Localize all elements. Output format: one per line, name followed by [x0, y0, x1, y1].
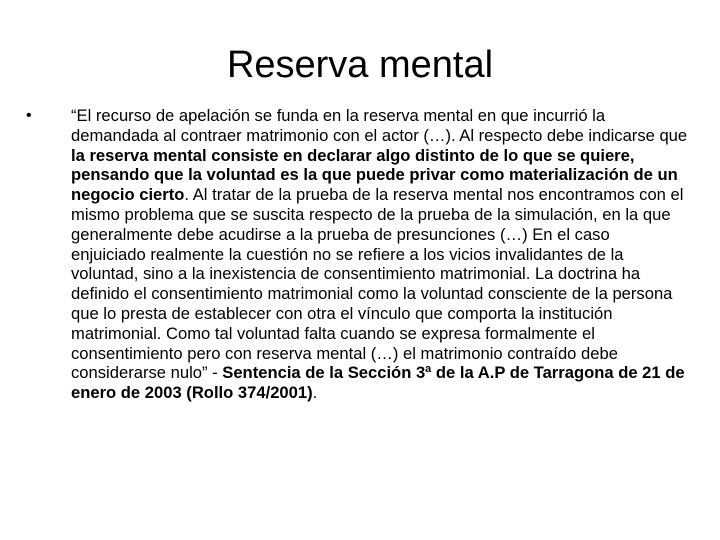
quote-text-part-2: . Al tratar de la prueba de la reserva mental nos encontramos con el mismo problema que se suscita respecto de la prueba de la simulación, en la que generalmente debe acudirse a la prueba de presunciones (…) En el caso enjuiciado realmente la cuestión no se refiere a los vicios invalidantes de la voluntad, sino a la inexistencia de consentimiento matrimonial. La doctrina ha definido el consentimiento matrimonial como la voluntad consciente de la persona que lo presta de establecer con otra el vínculo que comporta la institución matrimonial. Como tal voluntad falta cuando se expresa formalmente el consentimiento pero con reserva mental (…) el matrimonio contraído debe considerarse nulo” - — [71, 185, 684, 383]
quote-citation: Sentencia de la Sección 3ª de la A.P de Tarragona de 21 de enero de 2003 (Rollo 374/2001) — [71, 363, 685, 403]
bullet-list — [26, 106, 688, 403]
quote-text-part-3: . — [312, 383, 318, 403]
quote-text-part-1: “El recurso de apelación se funda en la reserva mental en que incurrió la demandada al contraer matrimonio con el actor (…). Al respecto debe indicarse que — [71, 106, 688, 145]
quote-bold-definition: la reserva mental consiste en declarar algo distinto de lo que se quiere, pensando que la voluntad es la que puede privar como materialización de un negocio cierto — [71, 145, 678, 205]
bullet-icon: • — [26, 107, 32, 124]
bullet-item-quote — [26, 106, 688, 403]
slide-title: Reserva mental — [226, 44, 494, 86]
